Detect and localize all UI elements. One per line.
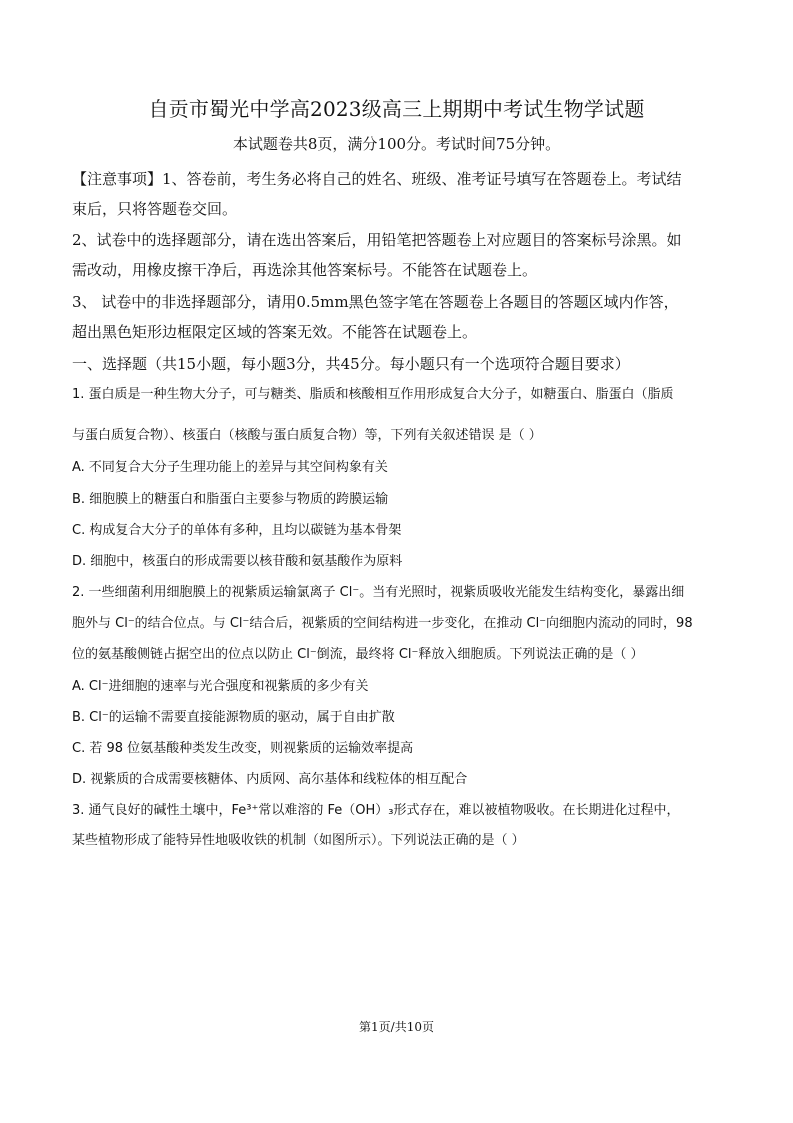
q1-option-c: C. 构成复合大分子的单体有多种，且均以碳链为基本骨架 (72, 523, 402, 538)
page-subtitle: 本试题卷共8页，满分100分。考试时间75分钟。 (232, 135, 561, 153)
notes-line-3: 2、试卷中的选择题部分，请在选出答案后，用铅笔把答题卷上对应题目的答案标号涂黑。如 (72, 231, 682, 249)
q2-option-b: B. Cl⁻的运输不需要直接能源物质的驱动，属于自由扩散 (72, 710, 395, 725)
q1-option-b: B. 细胞膜上的糖蛋白和脂蛋白主要参与物质的跨膜运输 (72, 492, 389, 507)
q2-stem-line-2: 胞外与 Cl⁻的结合位点。与 Cl⁻结合后，视紫质的空间结构进一步变化，在推动 Cl⁻向细胞内流动的同时，98 (72, 616, 693, 631)
notes-line-5: 3、 试卷中的非选择题部分，请用0.5mm黑色签字笔在答题卷上各题目的答题区域内作答， (72, 293, 679, 311)
q1-stem-line-1: 1. 蛋白质是一种生物大分子，可与糖类、脂质和核酸相互作用形成复合大分子，如糖蛋白、脂蛋白（脂质 (72, 387, 674, 402)
q3-stem-line-1: 3. 通气良好的碱性土壤中，Fe³⁺常以难溶的 Fe（OH）₃形式存在，难以被植物吸收。在长期进化过程中， (72, 803, 680, 818)
q3-stem-line-2: 某些植物形成了能特异性地吸收铁的机制（如图所示）。下列说法正确的是（ ） (72, 833, 525, 848)
notes-line-2: 束后，只将答题卷交回。 (72, 200, 238, 218)
q1-option-a: A. 不同复合大分子生理功能上的差异与其空间构象有关 (72, 460, 388, 475)
q2-stem-line-3: 位的氨基酸侧链占据空出的位点以防止 Cl⁻倒流，最终将 Cl⁻释放入细胞质。下列说法正确的是（ ） (72, 647, 644, 662)
q2-option-d: D. 视紫质的合成需要核糖体、内质网、高尔基体和线粒体的相互配合 (72, 772, 468, 787)
notes-line-1: 【注意事项】1、答卷前，考生务必将自己的姓名、班级、准考证号填写在答题卷上。考试结 (72, 170, 682, 188)
q2-stem-line-1: 2. 一些细菌利用细胞膜上的视紫质运输氯离子 Cl⁻。当有光照时，视紫质吸收光能发生结构变化，暴露出细 (72, 585, 685, 600)
page-footer: 第1页/共10页 (359, 1020, 434, 1034)
q1-option-d: D. 细胞中，核蛋白的形成需要以核苷酸和氨基酸作为原料 (72, 554, 403, 569)
notes-line-4: 需改动，用橡皮擦干净后，再选涂其他答案标号。不能答在试题卷上。 (72, 261, 538, 279)
notes-line-6: 超出黑色矩形边框限定区域的答案无效。不能答在试题卷上。 (72, 323, 478, 341)
section-heading: 一、选择题（共15小题，每小题3分，共45分。每小题只有一个选项符合题目要求） (72, 355, 630, 373)
q1-stem-line-2: 与蛋白质复合物）、核蛋白（核酸与蛋白质复合物）等，下列有关叙述错误 是（ ） (72, 428, 542, 443)
q2-option-c: C. 若 98 位氨基酸种类发生改变，则视紫质的运输效率提高 (72, 741, 414, 756)
page-title: 自贡市蜀光中学高2023级高三上期期中考试生物学试题 (148, 97, 645, 121)
q2-option-a: A. Cl⁻进细胞的速率与光合强度和视紫质的多少有关 (72, 679, 369, 694)
